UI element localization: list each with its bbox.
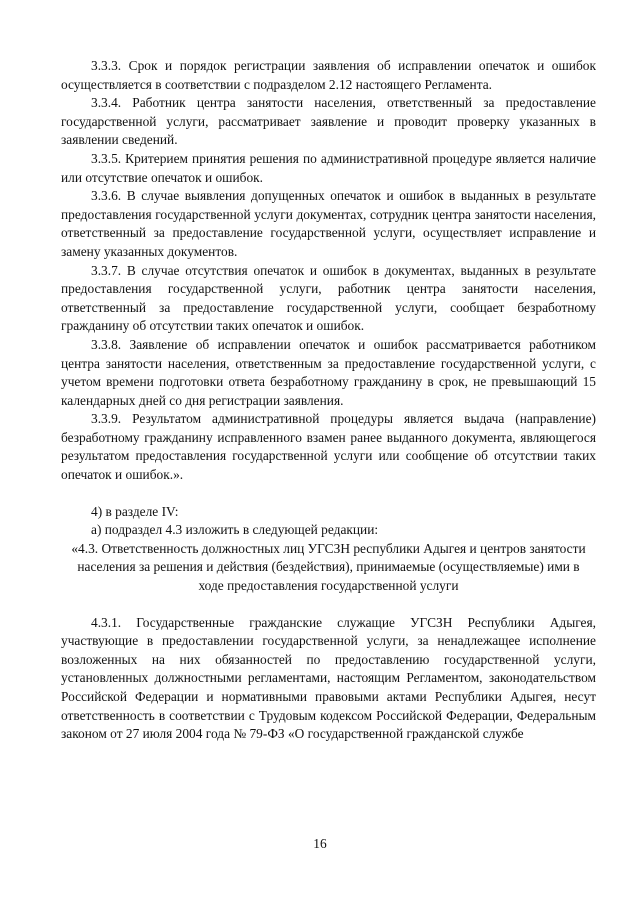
spacer [61,596,596,614]
paragraph-3-3-3: 3.3.3. Срок и порядок регистрации заявления об исправлении опечаток и ошибок осуществляется в соответствии с подразделом 2.12 настоящего Регламента. [61,58,596,92]
paragraph-4-3-1: 4.3.1. Государственные гражданские служащие УГСЗН Республики Адыгея, участвующие в предоставлении государственной услуги, за ненадлежащее исполнение возложенных на них обязанностей по предоставлению государственной услуги, установленных должностными регламентами, настоящим Регламентом, законодательством Российской Федерации и нормативными правовыми актами Республики Адыгея, несут ответственность в соответствии с Трудовым кодексом Российской Федерации, Федеральным законом от 27 июля 2004 года № 79-ФЗ «О государственной гражданской службе [61,614,596,742]
section-4-line: 4) в разделе IV: [91,503,179,519]
spacer [61,485,596,503]
paragraph-3-3-8: 3.3.8. Заявление об исправлении опечаток и ошибок рассматривается работником центра занятости населения, ответственным за предоставление государственной услуги, с учетом времени подготовки ответа безработному гражданину в срок, не превышающий 15 календарных дней со дня регистрации заявления. [61,336,596,408]
paragraph-3-3-7: 3.3.7. В случае отсутствия опечаток и ошибок в документах, выданных в результате предоставления государственной услуги, работник центра занятости населения, ответственный за предоставление государственной услуги, сообщает безработному гражданину об отсутствии таких опечаток и ошибок. [61,262,596,334]
subsection-a-line: а) подраздел 4.3 изложить в следующей редакции: [91,522,379,538]
heading-4-3: «4.3. Ответственность должностных лиц УГСЗН республики Адыгея и центров занятости населения за решения и действия (бездействия), принимаемые (осуществляемые) ими в ходе предоставления государственной услуги [71,540,586,594]
paragraph-3-3-9: 3.3.9. Результатом административной процедуры является выдача (направление) безработному гражданину исправленного взамен ранее выданного документа, являющегося результатом предоставления государственной услуги или сообщение об отсутствии таких опечаток и ошибок.». [61,411,596,483]
page-number: 16 [313,836,327,851]
paragraph-3-3-4: 3.3.4. Работник центра занятости населения, ответственный за предоставление государственной услуги, рассматривает заявление и проводит проверку указанных в заявлении сведений. [61,95,596,148]
paragraph-3-3-6: 3.3.6. В случае выявления допущенных опечаток и ошибок в выданных в результате предоставления государственной услуги документах, сотрудник центра занятости населения, ответственный за предоставление государственной услуги, осуществляет исправление и замену указанных документов. [61,188,596,259]
paragraph-3-3-5: 3.3.5. Критерием принятия решения по административной процедуре является наличие или отсутствие опечаток и ошибок. [61,150,596,185]
document-body [61,57,596,744]
